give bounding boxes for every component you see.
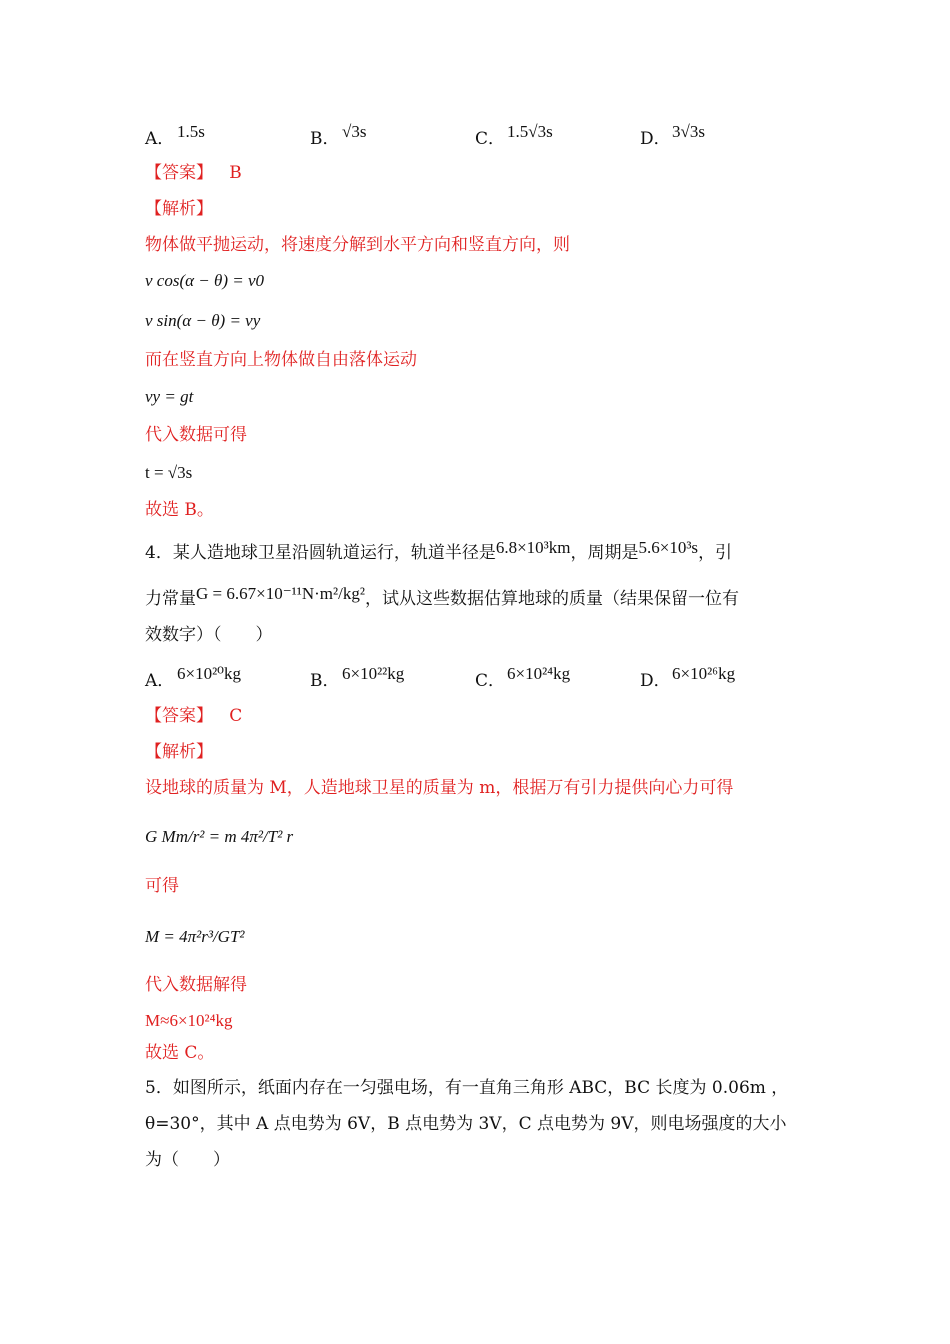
q4-equation-2: M = 4π²r³/GT²	[145, 927, 245, 946]
q4-gravitational-constant: G = 6.67×10⁻¹¹N·m²/kg²	[196, 584, 365, 603]
q3-equation-2: v sin(α − θ) = vy	[145, 311, 261, 330]
q4-stem-line2: 力常量G = 6.67×10⁻¹¹N·m²/kg²，试从这些数据估算地球的质量（结果保留一位有	[145, 584, 739, 609]
q3-answer-line	[145, 162, 242, 184]
q4-analysis-line2: 可得	[145, 876, 179, 896]
q4-conclusion: 故选 C。	[145, 1043, 215, 1063]
q4-analysis-line3: 代入数据解得	[145, 975, 247, 995]
q3-analysis-line1: 物体做平抛运动，将速度分解到水平方向和竖直方向，则	[145, 235, 570, 255]
q4-option-a: A． 6×10²⁰kg	[145, 664, 241, 691]
q3-equation-1: v cos(α − θ) = v0	[145, 271, 265, 290]
q3-equation-3: vy = gt	[145, 387, 194, 406]
answer-tag: 【答案】	[145, 706, 213, 726]
q3-option-a: A． 1.5s	[145, 122, 205, 149]
answer-value: B	[229, 163, 242, 183]
q4-radius: 6.8×10³km	[495, 538, 571, 557]
q3-analysis-tag: 【解析】	[145, 199, 213, 219]
q4-result: M≈6×10²⁴kg	[145, 1011, 233, 1030]
q5-stem-line2: θ=30°，其中 A 点电势为 6V，B 点电势为 3V，C 点电势为 9V，则电场强度的大小	[145, 1114, 787, 1134]
q4-period: 5.6×10³s	[638, 538, 699, 557]
q4-stem-line1: 4．某人造地球卫星沿圆轨道运行，轨道半径是6.8×10³km，周期是5.6×10³s，引	[145, 538, 733, 563]
q3-option-b: B． √3s	[310, 122, 367, 149]
q4-answer-line	[145, 705, 242, 727]
q4-analysis-line1: 设地球的质量为 M，人造地球卫星的质量为 m，根据万有引力提供向心力可得	[145, 778, 734, 798]
q3-option-d: D．3√3s	[640, 122, 705, 149]
q4-option-d: D．6×10²⁶kg	[640, 664, 736, 691]
q4-option-b: B． 6×10²²kg	[310, 664, 405, 691]
q4-stem-line3: 效数字）（ ）	[145, 625, 273, 645]
answer-tag: 【答案】	[145, 163, 213, 183]
q4-analysis-tag: 【解析】	[145, 742, 213, 762]
q3-analysis-line3: 代入数据可得	[145, 425, 247, 445]
q3-analysis-line2: 而在竖直方向上物体做自由落体运动	[145, 350, 417, 370]
q4-equation-1: G Mm/r² = m 4π²/T² r	[145, 827, 294, 846]
q3-option-c: C． 1.5√3s	[475, 122, 553, 149]
q3-equation-4: t = √3s	[145, 463, 193, 482]
q3-conclusion: 故选 B。	[145, 500, 214, 520]
q5-stem-line1: 5．如图所示，纸面内存在一匀强电场，有一直角三角形 ABC，BC 长度为 0.06m ，	[145, 1078, 789, 1098]
q4-option-c: C． 6×10²⁴kg	[475, 664, 571, 691]
q5-stem-line3: 为（ ）	[145, 1150, 230, 1170]
answer-value: C	[229, 706, 243, 726]
